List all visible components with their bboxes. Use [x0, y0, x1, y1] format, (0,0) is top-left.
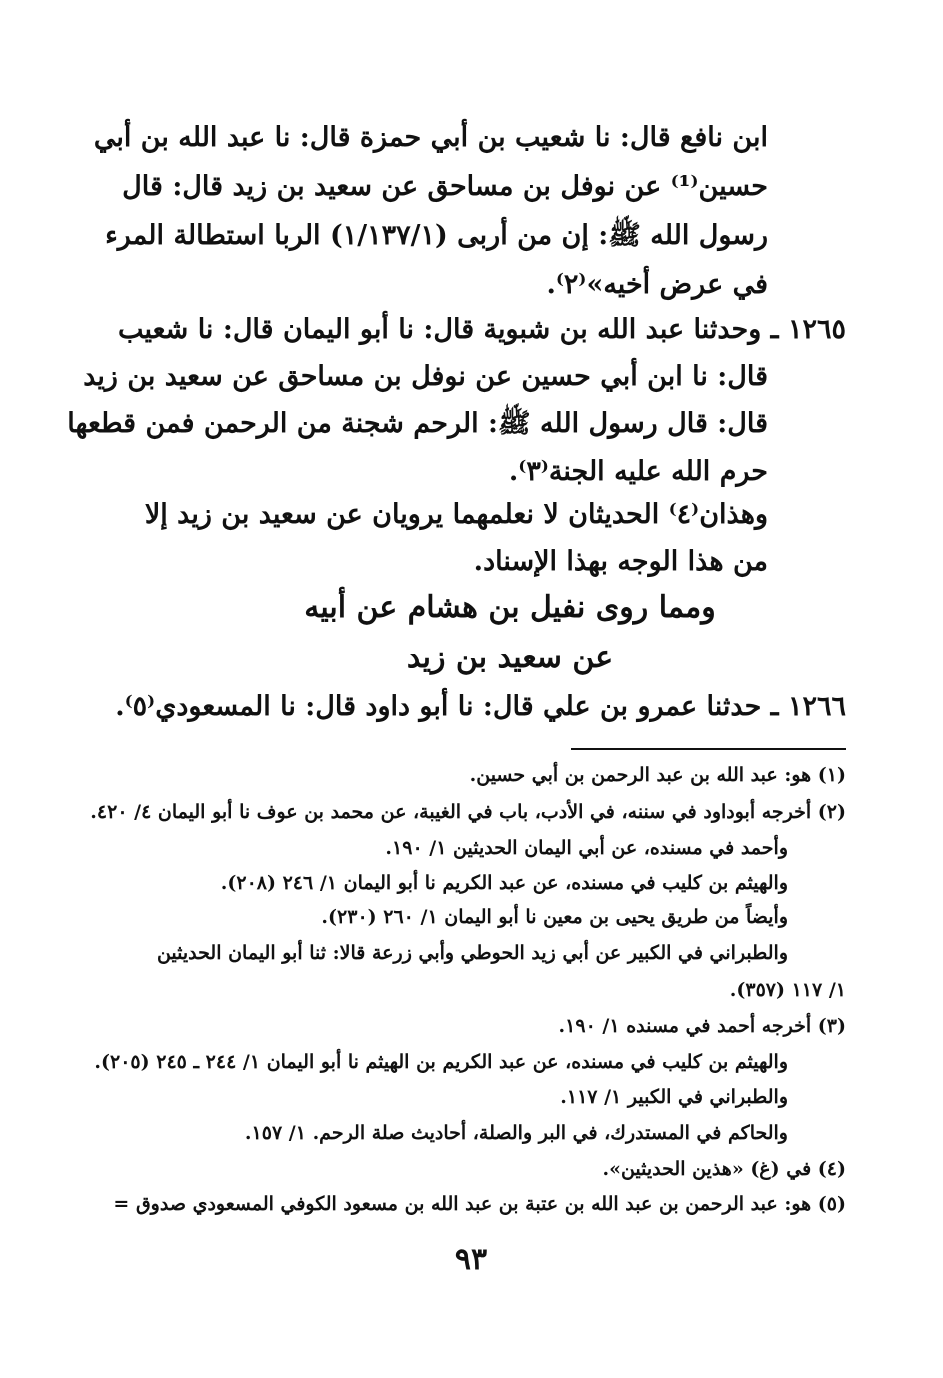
footnote: ١/ ١١٧ (٣٥٧).: [729, 979, 846, 1001]
hadith-1265-line: ١٢٦٥ ـ وحدثنا عبد الله بن شبوية قال: نا أبو اليمان قال: نا شعيب: [118, 314, 846, 345]
footnote: والحاكم في المستدرك، في البر والصلة، أحاديث صلة الرحم. ١/ ١٥٧.: [244, 1122, 788, 1144]
footnote: (٤) في (غ) «هذين الحديثين».: [602, 1158, 846, 1180]
section-heading-line1: ومما روى نفيل بن هشام عن أبيه: [304, 590, 716, 625]
footnote: (١) هو: عبد الله بن عبد الرحمن بن أبي حسين.: [469, 764, 846, 786]
section-heading-line2: عن سعيد بن زيد: [406, 640, 614, 675]
footnote: (٢) أخرجه أبوداود في سننه، في الأدب، باب في الغيبة، عن محمد بن عوف نا أبو اليمان ٤/ ٤٢٠.: [90, 801, 846, 823]
body-line: رسول الله ﷺ: إن من أربى (١/١٣٧/١) الربا استطالة المرء: [105, 220, 768, 251]
footnote: والطبراني في الكبير ١/ ١١٧.: [560, 1086, 788, 1108]
page-number: ٩٣: [454, 1242, 488, 1277]
footnote: (٥) هو: عبد الرحمن بن عبد الله بن عتبة بن عبد الله بن مسعود الكوفي المسعودي صدوق =: [113, 1193, 846, 1215]
footnote: (٣) أخرجه أحمد في مسنده ١/ ١٩٠.: [558, 1015, 846, 1037]
body-line: حرم الله عليه الجنة⁽٣⁾.: [508, 456, 768, 487]
footnote: وأيضاً من طريق يحيى بن معين نا أبو اليمان ١/ ٢٦٠ (٢٣٠).: [321, 906, 788, 928]
body-line: حسين⁽¹⁾ عن نوفل بن مساحق عن سعيد بن زيد قال: قال: [122, 171, 768, 202]
footnote-separator: [571, 748, 846, 750]
body-line: في عرض أخيه»⁽٢⁾.: [546, 269, 768, 300]
body-line: قال: قال رسول الله ﷺ: الرحم شجنة من الرحمن فمن قطعها: [67, 408, 768, 439]
footnote: والهيثم بن كليب في مسنده، عن عبد الكريم نا أبو اليمان ١/ ٢٤٦ (٢٠٨).: [220, 872, 788, 894]
body-line: قال: نا ابن أبي حسين عن نوفل بن مساحق عن سعيد بن زيد: [83, 361, 768, 392]
body-line: وهذان⁽٤⁾ الحديثان لا نعلمهما يرويان عن سعيد بن زيد إلا: [144, 499, 768, 530]
body-line: ابن نافع قال: نا شعيب بن أبي حمزة قال: نا عبد الله بن أبي: [93, 122, 768, 153]
body-line: من هذا الوجه بهذا الإسناد.: [473, 546, 768, 577]
footnote: والطبراني في الكبير عن أبي زيد الحوطي وأبي زرعة قالا: ثنا أبو اليمان الحديثين: [156, 942, 788, 964]
footnote: والهيثم بن كليب في مسنده، عن عبد الكريم بن الهيثم نا أبو اليمان ١/ ٢٤٤ ـ ٢٤٥ (٢٠٥).: [94, 1051, 788, 1073]
hadith-1266-line: ١٢٦٦ ـ حدثنا عمرو بن علي قال: نا أبو داود قال: نا المسعودي⁽٥⁾.: [115, 691, 846, 722]
footnote: وأحمد في مسنده، عن أبي اليمان الحديثين ١/ ١٩٠.: [385, 837, 788, 859]
